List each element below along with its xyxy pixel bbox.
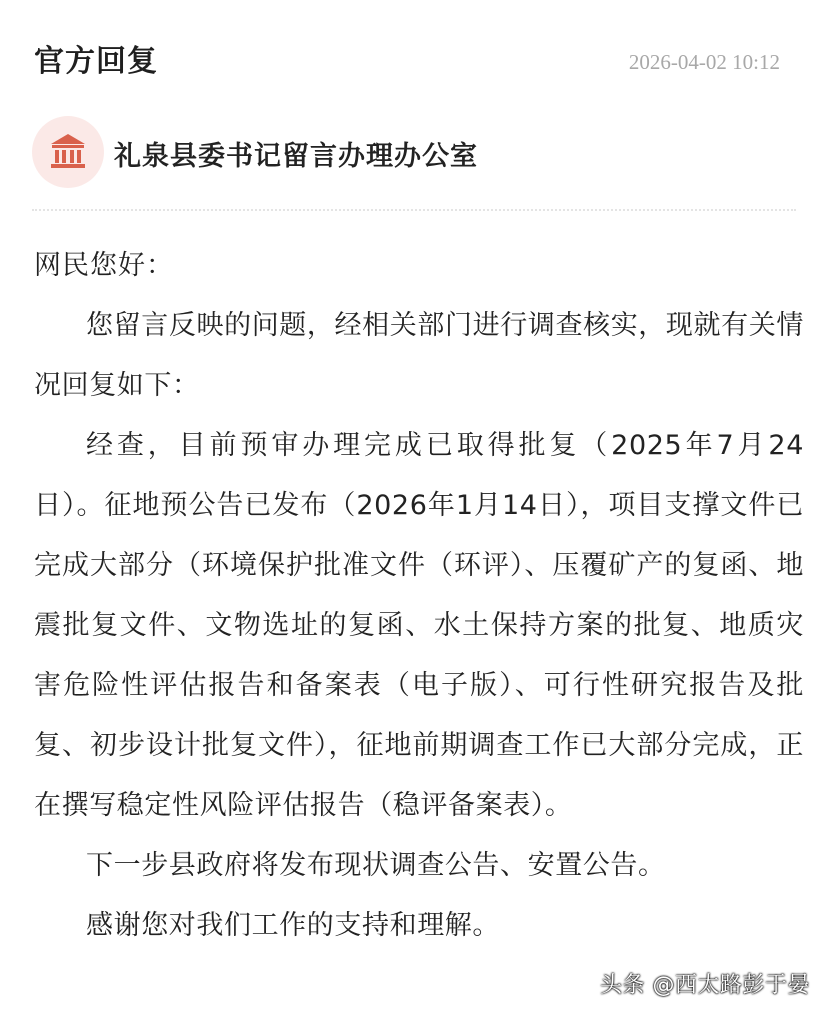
- reply-content: [34, 236, 804, 956]
- org-info[interactable]: [32, 116, 792, 188]
- watermark: 头条 @西太路彭于晏: [600, 973, 810, 998]
- reply-timestamp: 2026-04-02 10:12: [628, 50, 780, 74]
- org-name: 礼泉县委书记留言办理办公室: [114, 141, 478, 172]
- reply-header: [34, 34, 794, 84]
- government-building-icon: [48, 131, 88, 171]
- section-divider: [32, 209, 796, 211]
- org-avatar: [32, 116, 104, 188]
- reply-greeting: 网民您好：: [34, 250, 174, 281]
- reply-paragraph: 感谢您对我们工作的支持和理解。: [86, 910, 500, 941]
- page-title: 官方回复: [34, 44, 158, 79]
- reply-paragraph: 下一步县政府将发布现状调查公告、安置公告。: [86, 850, 666, 881]
- reply-paragraph: 您留言反映的问题，经相关部门进行调查核实，现就有关情况回复如下：: [34, 310, 804, 401]
- reply-paragraph: 经查，目前预审办理完成已取得批复（2025年7月24日）。征地预公告已发布（2026年1月14日），项目支撑文件已完成大部分（环境保护批准文件（环评）、压覆矿产的复函、地震批复文件、文物选址的复函、水土保持方案的批复、地质灾害危险性评估报告和备案表（电子版）、可行性研究报告及批复、初步设计批复文件），征地前期调查工作已大部分完成，正在撰写稳定性风险评估报告（稳评备案表）。: [34, 430, 804, 821]
